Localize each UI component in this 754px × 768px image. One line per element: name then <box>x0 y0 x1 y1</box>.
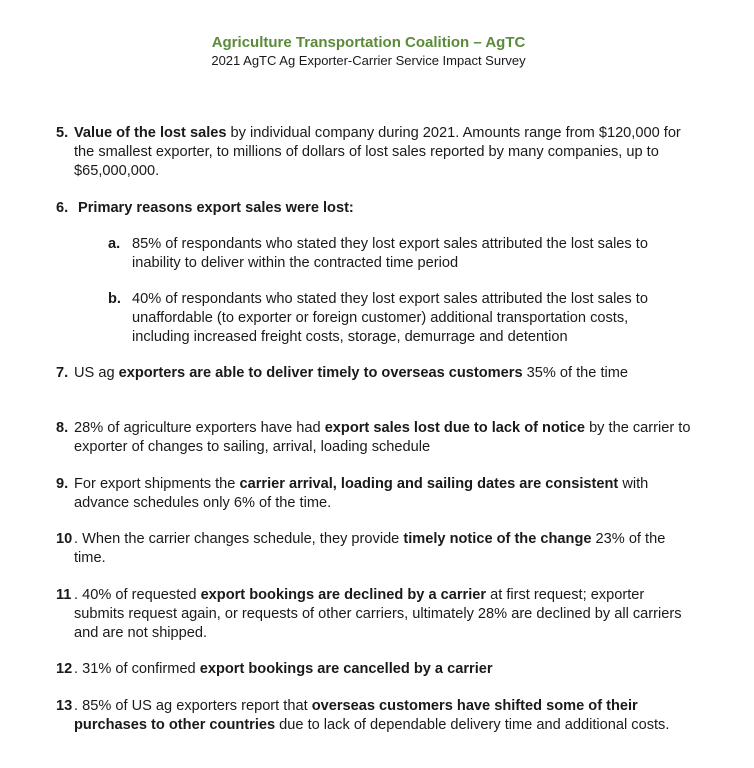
item-body-text: at first request; exporter submits request again, or requests of other carriers, ultimately 28% are declined by all carriers and are not shipped. <box>74 587 682 641</box>
survey-item-8 <box>56 419 696 457</box>
document-header <box>0 33 737 69</box>
item-number: 9. <box>56 476 69 492</box>
item-body-text: with advance schedules only 6% of the time. <box>74 476 649 511</box>
item-bold-text: exporters are able to deliver timely to overseas customers <box>118 365 523 381</box>
survey-item-6 <box>56 199 696 218</box>
item-bold-text: export bookings are declined by a carrier <box>200 587 487 603</box>
subitem-letter: a. <box>108 236 121 252</box>
subitem-text: 85% of respondants who stated they lost export sales attributed the lost sales to inability to deliver within the contracted time period <box>132 236 648 271</box>
survey-item-13 <box>56 697 696 735</box>
item-body-text: . 40% of requested <box>74 587 201 603</box>
item-body-text: by individual company during 2021. Amounts range from $120,000 for the smallest exporter, to millions of dollars of lost sales reported by many companies, up to $65,000,000. <box>74 125 681 179</box>
item-text <box>74 124 696 181</box>
item-text <box>74 530 696 568</box>
survey-item-7 <box>56 364 696 383</box>
item-number: 5. <box>56 125 69 141</box>
item-text <box>74 419 696 457</box>
subitem-text: 40% of respondants who stated they lost export sales attributed the lost sales to unaffordable (to exporter or foreign customer) additional transportation costs, including increased freight costs, storage, demurrage and detention <box>132 291 648 345</box>
item-number: 7. <box>56 365 69 381</box>
item-text <box>74 660 696 679</box>
survey-subitem-6a <box>108 235 688 273</box>
item-number: 10 <box>56 531 73 547</box>
item-body-text: US ag <box>74 365 119 381</box>
item-text <box>74 475 696 513</box>
item-body-text: 28% of agriculture exporters have had <box>74 420 325 436</box>
item-bold-text: timely notice of the change <box>403 531 592 547</box>
item-number: 8. <box>56 420 69 436</box>
item-bold-text: export bookings are cancelled by a carrier <box>199 661 493 677</box>
survey-subitem-6b <box>108 290 688 347</box>
item-number: 12 <box>56 661 73 677</box>
item-bold-text: export sales lost due to lack of notice <box>324 420 586 436</box>
item-number: 13 <box>56 698 73 714</box>
item-number: 11 <box>56 587 72 603</box>
item-text <box>74 586 696 643</box>
survey-item-9 <box>56 475 696 513</box>
survey-item-12 <box>56 660 696 679</box>
item-body-text: . When the carrier changes schedule, they provide <box>74 531 404 547</box>
item-body-text: . 31% of confirmed <box>74 661 200 677</box>
item-bold-text: Value of the lost sales <box>74 125 227 141</box>
item-text <box>78 199 696 218</box>
item-bold-text: Primary reasons export sales were lost: <box>78 200 354 216</box>
item-body-text: . 85% of US ag exporters report that <box>74 698 312 714</box>
survey-item-5 <box>56 124 696 181</box>
item-body-text: 35% of the time <box>522 365 629 381</box>
survey-item-11 <box>56 586 696 643</box>
item-text <box>74 364 696 383</box>
item-bold-text: overseas customers have shifted some of their purchases to other countries <box>74 698 638 733</box>
item-body-text: due to lack of dependable delivery time and additional costs. <box>275 717 670 733</box>
subitem-letter: b. <box>108 291 121 307</box>
item-body-text: 23% of the time. <box>74 531 666 566</box>
document-title: Agriculture Transportation Coalition – AgTC <box>211 34 526 51</box>
item-text <box>74 697 696 735</box>
document-subtitle: 2021 AgTC Ag Exporter-Carrier Service Impact Survey <box>211 53 526 68</box>
item-body-text: For export shipments the <box>74 476 240 492</box>
survey-item-10 <box>56 530 696 568</box>
item-bold-text: carrier arrival, loading and sailing dates are consistent <box>239 476 619 492</box>
item-body-text: by the carrier to exporter of changes to sailing, arrival, loading schedule <box>74 420 691 455</box>
item-number: 6. <box>56 200 69 216</box>
